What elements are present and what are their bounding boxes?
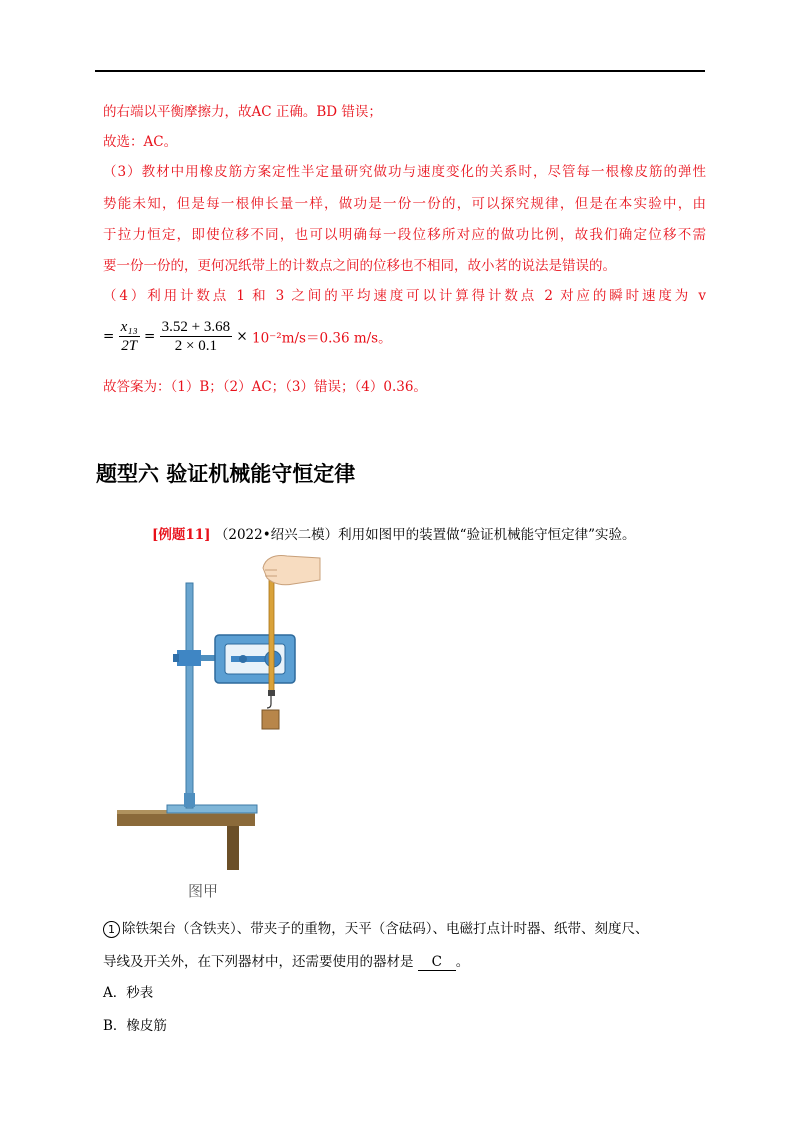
header-rule — [95, 70, 705, 72]
solution-line-4: （4）利用计数点 1 和 3 之间的平均速度可以计算得计数点 2 对应的瞬时速度为 v — [103, 288, 706, 304]
clamp-arm — [201, 655, 216, 661]
question-number-badge: 1 — [103, 921, 120, 938]
formula-eq2: = — [144, 328, 156, 345]
solution-para3-line-2: 势能未知，但是每一根伸长量一样，做功是一份一份的，可以探究规律，但是在本实验中，由 — [103, 196, 706, 212]
apparatus-figure — [115, 548, 325, 903]
figure-caption: 图甲 — [188, 882, 219, 900]
solution-line-1: 的右端以平衡摩擦力，故AC 正确。BD 错误； — [103, 104, 382, 120]
stand-rod — [186, 583, 193, 808]
answer-summary: 故答案为：（1）B；（2）AC；（3）错误；（4）0.36。 — [103, 379, 427, 395]
timer-magnet — [239, 655, 247, 663]
stand-base — [167, 805, 257, 813]
question-line-2 — [103, 950, 469, 971]
formula-result: 10⁻²m/s＝0.36 m/s。 — [251, 330, 392, 347]
clamp-block — [177, 650, 201, 666]
weight-block — [262, 710, 279, 729]
option-b: B．橡皮筋 — [103, 1018, 167, 1034]
fraction-numerator: x₁₃ — [120, 319, 138, 335]
velocity-formula — [103, 318, 392, 355]
clamp-knob — [173, 654, 179, 662]
question-line-1 — [103, 917, 649, 938]
question-text-1: 除铁架台（含铁夹）、带夹子的重物，天平（含砝码）、电磁打点计时器、纸带、刻度尺、 — [122, 921, 649, 937]
question-text-2-end: 。 — [455, 954, 470, 970]
example-tag: [例题11] — [152, 527, 211, 543]
paper-tape — [269, 568, 274, 691]
solution-para3-line-3: 于拉力恒定，即使位移不同，也可以明确每一段位移所对应的做功比例，故我们确定位移不需 — [103, 227, 706, 243]
fraction-x13-over-2T — [119, 318, 140, 355]
table-top — [117, 813, 255, 826]
example-intro — [152, 523, 635, 543]
solution-line-2: 故选：AC。 — [103, 134, 178, 150]
fraction-values — [160, 318, 232, 355]
question-text-2: 导线及开关外，在下列器材中，还需要使用的器材是 — [103, 954, 418, 970]
option-a: A．秒表 — [103, 985, 154, 1001]
example-text: （2022•绍兴二模）利用如图甲的装置做“验证机械能守恒定律”实验。 — [214, 527, 636, 543]
fraction-numerator: 3.52 + 3.68 — [161, 319, 231, 335]
formula-eq1: = — [103, 328, 115, 345]
table-leg — [227, 826, 239, 870]
hook-icon — [267, 696, 271, 708]
solution-para3-line-1: （3）教材中用橡皮筋方案定性半定量研究做功与速度变化的关系时，尽管每一根橡皮筋的弹性 — [103, 164, 706, 180]
rod-foot — [184, 793, 195, 807]
fraction-denominator: 2 × 0.1 — [174, 338, 217, 354]
answer-blank: C — [418, 955, 456, 971]
fraction-denominator: 2T — [121, 338, 138, 354]
formula-times: × — [236, 328, 248, 345]
tape-clip — [268, 690, 275, 696]
solution-para3-line-4: 要一份一份的，更何况纸带上的计数点之间的位移也不相同，故小茗的说法是错误的。 — [103, 258, 616, 274]
section-title: 题型六 验证机械能守恒定律 — [96, 462, 356, 486]
